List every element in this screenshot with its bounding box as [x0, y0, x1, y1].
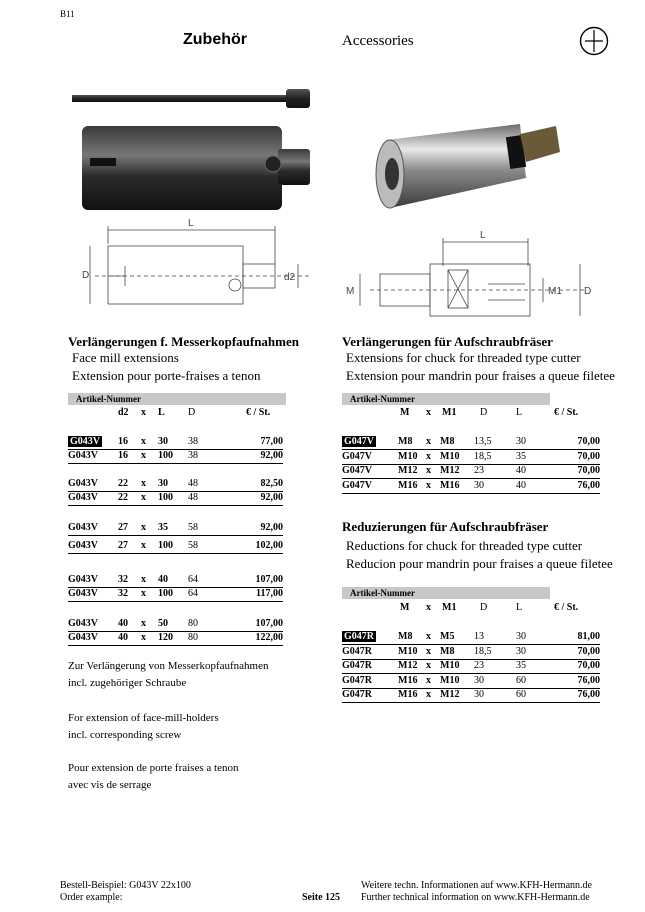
col-M: M	[400, 407, 410, 418]
cell-price: 102,00	[255, 540, 283, 551]
left-dim-D: D	[82, 270, 90, 281]
cell-d2: 16	[118, 450, 128, 461]
cell-D: 18,5	[474, 450, 492, 462]
cell-price: 107,00	[255, 574, 283, 585]
cell-L: 100	[158, 540, 173, 551]
col-price: € / St.	[554, 407, 579, 418]
col-price: € / St.	[246, 407, 271, 418]
page-title-en: Accessories	[342, 33, 414, 49]
col-price: € / St.	[554, 602, 579, 613]
cell-x: x	[141, 632, 146, 643]
note-line: incl. corresponding screw	[68, 729, 182, 741]
article-code: G047R	[342, 660, 372, 672]
col-d2: d2	[118, 407, 129, 418]
cell-L: 50	[158, 618, 168, 629]
right-dim-M: M	[346, 286, 355, 297]
cell-price: 70,00	[577, 645, 600, 657]
cell-price: 70,00	[577, 465, 600, 477]
table-row	[68, 588, 283, 602]
right2-section-title: Reduzierungen für Aufschraubfräser	[342, 519, 549, 534]
cell-d2: 40	[118, 632, 128, 643]
right2-article-number-bar: Artikel-Nummer	[342, 587, 550, 599]
left-dim-L: L	[188, 218, 194, 229]
article-code: G043V	[70, 436, 100, 447]
cell-D: 58	[188, 522, 198, 533]
article-code: G047R	[342, 674, 372, 686]
threaded-extension-photo	[370, 112, 570, 210]
cell-x: x	[141, 588, 146, 599]
cell-M1: M16	[440, 479, 460, 491]
cell-price: 70,00	[577, 436, 600, 447]
right2-section-sub-fr: Reducion pour mandrin pour fraises a queue filetee	[346, 556, 613, 571]
left-notes-fr	[68, 760, 238, 794]
cell-D: 64	[188, 574, 198, 585]
cell-M: M10	[398, 450, 418, 462]
cell-x: x	[141, 450, 146, 461]
cell-L: 30	[516, 645, 526, 657]
cell-L: 30	[516, 631, 526, 642]
cell-x: x	[141, 436, 146, 447]
table-row	[342, 675, 600, 689]
cell-D: 48	[188, 478, 198, 489]
left-article-number-bar: Artikel-Nummer	[68, 393, 286, 405]
cell-price: 77,00	[260, 436, 283, 447]
cell-price: 82,50	[260, 478, 283, 489]
article-code: G043V	[68, 588, 98, 599]
article-code: G043V	[68, 450, 98, 461]
cell-x: x	[426, 465, 431, 477]
threaded-extension-drawing	[340, 226, 590, 326]
cell-x: x	[141, 574, 146, 585]
table-row	[68, 522, 283, 536]
right-dim-L: L	[480, 230, 486, 241]
right2-column-header	[342, 602, 602, 616]
right2-section-sub-en: Reductions for chuck for threaded type cutter	[346, 538, 583, 553]
cell-L: 40	[516, 479, 526, 491]
cell-M: M12	[398, 660, 418, 672]
table-row	[68, 492, 283, 506]
cell-d2: 22	[118, 478, 128, 489]
cell-M1: M10	[440, 660, 460, 672]
cell-L: 35	[516, 660, 526, 672]
cell-M1: M10	[440, 450, 460, 462]
cell-M: M8	[398, 631, 413, 642]
cell-x: x	[426, 631, 431, 642]
article-code: G047V	[344, 436, 374, 447]
col-M1: M1	[442, 407, 457, 418]
table-row	[68, 540, 283, 554]
cell-D: 18,5	[474, 645, 492, 657]
cell-price: 117,00	[256, 588, 283, 599]
cell-d2: 27	[118, 522, 128, 533]
cell-L: 60	[516, 689, 526, 701]
note-line: For extension of face-mill-holders	[68, 712, 219, 724]
cell-x: x	[141, 522, 146, 533]
right1-article-number-bar: Artikel-Nummer	[342, 393, 550, 405]
cell-L: 30	[158, 436, 168, 447]
right1-section-sub-fr: Extension pour mandrin pour fraises a queue filetee	[346, 368, 615, 383]
cell-D: 13,5	[474, 436, 492, 447]
cell-L: 100	[158, 492, 173, 503]
page-number: Seite 125	[302, 892, 341, 903]
col-D: D	[188, 407, 196, 418]
cell-D: 38	[188, 436, 198, 447]
cell-M: M8	[398, 436, 413, 447]
article-code: G047V	[342, 465, 372, 477]
cell-L: 100	[158, 588, 173, 599]
table-row	[342, 451, 600, 465]
cell-D: 80	[188, 632, 198, 643]
page-code: B11	[60, 9, 75, 19]
col-x: x	[426, 602, 431, 613]
cell-M1: M12	[440, 689, 460, 701]
article-code: G047R	[342, 689, 372, 701]
table-row	[68, 632, 283, 646]
cell-x: x	[426, 479, 431, 491]
left-dim-d2: d2	[284, 272, 296, 283]
cell-x: x	[426, 436, 431, 447]
cell-price: 70,00	[577, 660, 600, 672]
right1-section-sub-en: Extensions for chuck for threaded type cutter	[346, 350, 581, 365]
cell-d2: 40	[118, 618, 128, 629]
table-row	[342, 465, 600, 479]
cell-price: 76,00	[577, 689, 600, 701]
left-column-header	[68, 407, 283, 421]
face-mill-extension-drawing	[80, 216, 325, 316]
cell-price: 92,00	[260, 450, 283, 461]
col-L: L	[516, 602, 523, 613]
cell-M1: M10	[440, 674, 460, 686]
further-info-de: Weitere techn. Informationen auf www.KFH-Hermann.de	[361, 880, 592, 891]
cell-D: 80	[188, 618, 198, 629]
further-info	[361, 880, 592, 904]
article-code: G043V	[68, 574, 98, 585]
face-mill-extension-photo	[68, 84, 316, 216]
cell-D: 23	[474, 465, 484, 477]
cell-x: x	[426, 660, 431, 672]
cell-price: 107,00	[255, 618, 283, 629]
left-notes-de	[68, 658, 269, 692]
article-code: G043V	[68, 632, 98, 643]
cell-x: x	[141, 618, 146, 629]
left-section-title: Verlängerungen f. Messerkopfaufnahmen	[68, 334, 299, 349]
cell-x: x	[426, 645, 431, 657]
cell-D: 13	[474, 631, 484, 642]
cell-d2: 22	[118, 492, 128, 503]
cell-price: 92,00	[260, 492, 283, 503]
order-example-de: Bestell-Beispiel: G043V 22x100	[60, 880, 191, 891]
cell-D: 30	[474, 689, 484, 701]
col-x: x	[141, 407, 146, 418]
cell-L: 40	[158, 574, 168, 585]
article-code: G043V	[68, 522, 98, 533]
cell-d2: 32	[118, 574, 128, 585]
article-code: G043V	[68, 478, 98, 489]
cell-D: 58	[188, 540, 198, 551]
cell-D: 30	[474, 674, 484, 686]
cell-L: 30	[158, 478, 168, 489]
col-L: L	[516, 407, 523, 418]
cell-x: x	[141, 540, 146, 551]
cell-M1: M5	[440, 631, 455, 642]
note-line: Zur Verlängerung von Messerkopfaufnahmen	[68, 660, 269, 672]
cell-L: 120	[158, 632, 173, 643]
cell-D: 30	[474, 479, 484, 491]
left-section-sub-en: Face mill extensions	[72, 350, 179, 365]
right1-column-header	[342, 407, 602, 421]
cell-x: x	[426, 450, 431, 462]
cell-price: 76,00	[577, 479, 600, 491]
cell-D: 38	[188, 450, 198, 461]
order-example-en: Order example:	[60, 892, 123, 903]
cell-x: x	[141, 492, 146, 503]
right1-section-title: Verlängerungen für Aufschraubfräser	[342, 334, 553, 349]
cell-D: 64	[188, 588, 198, 599]
table-row	[68, 618, 283, 632]
cell-L: 100	[158, 450, 173, 461]
cell-L: 35	[158, 522, 168, 533]
article-code: G047R	[344, 631, 374, 642]
cell-M: M16	[398, 479, 418, 491]
further-info-en: Further technical information on www.KFH-Hermann.de	[361, 892, 590, 903]
article-code: G043V	[68, 618, 98, 629]
col-M: M	[400, 602, 410, 613]
table-row	[342, 689, 600, 703]
table-row	[342, 646, 600, 660]
cell-price: 76,00	[577, 674, 600, 686]
cell-L: 30	[516, 436, 526, 447]
article-code: G047R	[342, 645, 372, 657]
left-section-sub-fr: Extension pour porte-fraises a tenon	[72, 368, 261, 383]
table-row	[342, 436, 600, 450]
cell-x: x	[141, 478, 146, 489]
table-row	[68, 436, 283, 450]
cell-M: M16	[398, 689, 418, 701]
col-D: D	[480, 602, 488, 613]
left-notes-en	[68, 710, 219, 744]
order-example	[60, 880, 191, 904]
col-D: D	[480, 407, 488, 418]
cell-M1: M12	[440, 465, 460, 477]
note-line: Pour extension de porte fraises a tenon	[68, 762, 239, 774]
cell-M1: M8	[440, 436, 455, 447]
cell-price: 92,00	[260, 522, 283, 533]
cell-D: 48	[188, 492, 198, 503]
cell-L: 35	[516, 450, 526, 462]
note-line: avec vis de serrage	[68, 779, 152, 791]
cell-D: 23	[474, 660, 484, 672]
table-row	[342, 631, 600, 645]
page-title-de: Zubehör	[183, 31, 247, 48]
cell-price: 70,00	[577, 450, 600, 462]
article-code: G047V	[342, 479, 372, 491]
cell-d2: 27	[118, 540, 128, 551]
cell-L: 40	[516, 465, 526, 477]
cell-d2: 32	[118, 588, 128, 599]
cell-M: M16	[398, 674, 418, 686]
kfh-logo	[579, 26, 609, 56]
article-code: G047V	[342, 450, 372, 462]
cell-price: 81,00	[577, 631, 600, 642]
cell-M: M12	[398, 465, 418, 477]
cell-M: M10	[398, 645, 418, 657]
col-L: L	[158, 407, 165, 418]
table-row	[342, 660, 600, 674]
table-row	[68, 478, 283, 492]
article-code: G043V	[68, 540, 98, 551]
cell-M1: M8	[440, 645, 455, 657]
cell-d2: 16	[118, 436, 128, 447]
cell-L: 60	[516, 674, 526, 686]
cell-x: x	[426, 689, 431, 701]
col-M1: M1	[442, 602, 457, 613]
col-x: x	[426, 407, 431, 418]
note-line: incl. zugehöriger Schraube	[68, 677, 187, 689]
right-dim-D: D	[584, 286, 592, 297]
table-row	[68, 574, 283, 588]
right-dim-M1: M1	[548, 286, 562, 297]
table-row	[68, 450, 283, 464]
cell-x: x	[426, 674, 431, 686]
article-code: G043V	[68, 492, 98, 503]
table-row	[342, 480, 600, 494]
cell-price: 122,00	[255, 632, 283, 643]
